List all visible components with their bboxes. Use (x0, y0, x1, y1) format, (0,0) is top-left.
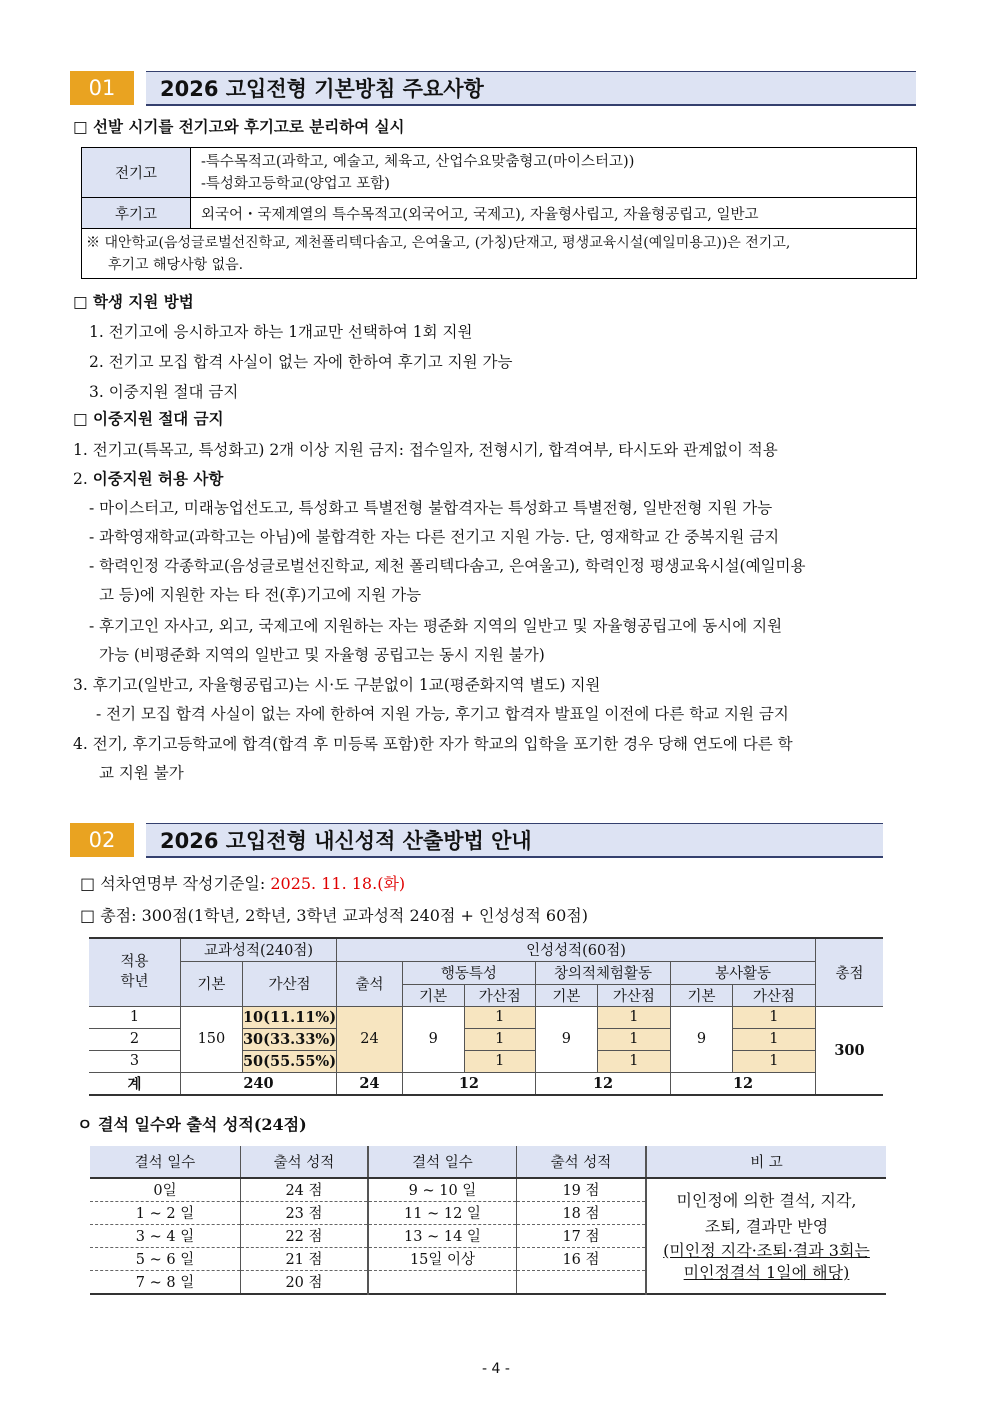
score-table (89, 937, 883, 1096)
ranking-date-value: 2025. 11. 18.(화) (270, 874, 406, 893)
creative-basic-header: 기본 (536, 984, 598, 1006)
section-number-2: 02 (70, 823, 134, 857)
ban-item: 3. 후기고(일반고, 자율형공립고)는 시·도 구분없이 1교(평준화지역 별도) 지원 (73, 676, 601, 694)
subject-bonus-cell: 30(33.33%) (242, 1028, 336, 1050)
absence-days-cell: 9 ~ 10 일 (368, 1178, 517, 1201)
volunteer-bonus-cell: 1 (732, 1028, 815, 1050)
behavior-bonus-cell: 1 (464, 1028, 535, 1050)
sum-creative: 12 (536, 1072, 671, 1095)
sum-subject: 240 (180, 1072, 336, 1095)
behavior-header: 행동특성 (402, 961, 535, 984)
attendance-score-cell: 20 점 (241, 1270, 369, 1294)
absence-days-cell (368, 1270, 517, 1294)
sum-label: 계 (89, 1072, 180, 1095)
behavior-basic-header: 기본 (402, 984, 464, 1006)
behavior-bonus-cell: 1 (464, 1006, 535, 1028)
total-score-line: □ 총점: 300점(1학년, 2학년, 3학년 교과성적 240점 + 인성성적 60점) (80, 906, 588, 925)
absence-days-cell: 7 ~ 8 일 (90, 1270, 241, 1294)
attendance-score-cell: 17 점 (517, 1224, 647, 1247)
remarks-cell (646, 1178, 886, 1294)
section-title-1: 2026 고입전형 기본방침 주요사항 (146, 71, 916, 106)
subject-basic-header: 기본 (180, 961, 242, 1006)
section-number-1: 01 (70, 71, 134, 105)
subject-basic-cell: 150 (180, 1006, 242, 1072)
remarks-header: 비 고 (646, 1146, 886, 1178)
subject-bonus-cell: 50(55.55%) (242, 1050, 336, 1072)
creative-activity-header: 창의적체험활동 (536, 961, 671, 984)
total-header: 총점 (815, 938, 883, 1006)
allow-item: - 과학영재학교(과학고는 아님)에 불합격한 자는 다른 전기고 지원 가능. 단, 영재학교 간 중복지원 금지 (89, 528, 780, 546)
attendance-score-cell: 19 점 (517, 1178, 647, 1201)
grade-header: 적용 (120, 954, 149, 971)
heading-double-application-ban: □ 이중지원 절대 금지 (73, 410, 224, 428)
remarks-line: 미인정에 의한 결석, 지각, (676, 1191, 857, 1210)
heading-support-method: □ 학생 지원 방법 (73, 293, 194, 311)
subject-score-header: 교과성적(240점) (180, 938, 336, 961)
remarks-line: 조퇴, 결과만 반영 (704, 1217, 829, 1236)
attendance-score-header: 출석 성적 (241, 1146, 369, 1178)
attendance-score-cell: 23 점 (241, 1201, 369, 1224)
sum-volunteer: 12 (671, 1072, 816, 1095)
creative-bonus-cell: 1 (597, 1006, 670, 1028)
ban-sub-item: - 전기 모집 합격 사실이 없는 자에 한하여 지원 가능, 후기고 합격자 발표일 이전에 다른 학교 지원 금지 (96, 705, 789, 723)
late-school-line: 외국어・국제계열의 특수목적고(외국어고, 국제고), 자율형사립고, 자율형공립고, 일반고 (191, 198, 917, 229)
section-title-2: 2026 고입전형 내신성적 산출방법 안내 (146, 823, 883, 858)
ban-item: 1. 전기고(특목고, 특성화고) 2개 이상 지원 금지: 접수일자, 전형시기, 합격여부, 타시도와 관계없이 적용 (73, 441, 778, 459)
attendance-header: 출석 (337, 961, 403, 1006)
sum-attendance: 24 (337, 1072, 403, 1095)
remarks-line: 미인정결석 1일에 해당) (683, 1263, 850, 1282)
character-score-header: 인성성적(60점) (337, 938, 816, 961)
grade-cell: 1 (89, 1006, 180, 1028)
absence-days-cell: 5 ~ 6 일 (90, 1247, 241, 1270)
attendance-score-header: 출석 성적 (517, 1146, 647, 1178)
table-note: ※ 대안학교(음성글로벌선진학교, 제천폴리텍다솜고, 은여울고, (가칭)단재고, 평생교육시설(예일미용고))은 전기고, (86, 234, 791, 251)
support-item: 1. 전기고에 응시하고자 하는 1개교만 선택하여 1회 지원 (89, 323, 473, 341)
remarks-line: (미인정 지각·조퇴·결과 3회는 (663, 1241, 870, 1260)
school-type-table (81, 147, 917, 279)
allow-item: - 마이스터고, 미래농업선도고, 특성화고 특별전형 불합격자는 특성화고 특별전형, 일반전형 지원 가능 (89, 499, 773, 517)
absence-days-cell: 11 ~ 12 일 (368, 1201, 517, 1224)
ban-item-title: 이중지원 허용 사항 (92, 470, 224, 488)
absence-days-cell: 3 ~ 4 일 (90, 1224, 241, 1247)
subject-bonus-header: 가산점 (242, 961, 336, 1006)
creative-basic-cell: 9 (536, 1006, 598, 1072)
absence-heading: ㅇ 결석 일수와 출석 성적(24점) (77, 1115, 307, 1134)
support-item: 3. 이중지원 절대 금지 (89, 383, 239, 401)
attendance-cell: 24 (337, 1006, 403, 1072)
absence-days-header: 결석 일수 (368, 1146, 517, 1178)
grade-cell: 3 (89, 1050, 180, 1072)
allow-item: - 학력인정 각종학교(음성글로벌선진학교, 제천 폴리텍다솜고, 은여울고), 학력인정 평생교육시설(예일미용 (89, 557, 806, 575)
allow-item-cont: 고 등)에 지원한 자는 타 전(후)기고에 지원 가능 (99, 586, 422, 604)
attendance-score-cell: 16 점 (517, 1247, 647, 1270)
absence-table (90, 1146, 886, 1295)
volunteer-bonus-header: 가산점 (732, 984, 815, 1006)
volunteer-header: 봉사활동 (671, 961, 816, 984)
volunteer-bonus-cell: 1 (732, 1050, 815, 1072)
attendance-score-cell: 21 점 (241, 1247, 369, 1270)
volunteer-bonus-cell: 1 (732, 1006, 815, 1028)
creative-bonus-header: 가산점 (597, 984, 670, 1006)
behavior-bonus-cell: 1 (464, 1050, 535, 1072)
volunteer-basic-cell: 9 (671, 1006, 733, 1072)
volunteer-basic-header: 기본 (671, 984, 733, 1006)
behavior-bonus-header: 가산점 (464, 984, 535, 1006)
attendance-score-cell: 22 점 (241, 1224, 369, 1247)
ban-item: 4. 전기, 후기고등학교에 합격(합격 후 미등록 포함)한 자가 학교의 입학을 포기한 경우 당해 연도에 다른 학 (73, 735, 793, 753)
ban-item (73, 467, 223, 489)
page-number: - 4 - (482, 1361, 510, 1377)
early-school-label: 전기고 (82, 148, 191, 198)
absence-days-cell: 13 ~ 14 일 (368, 1224, 517, 1247)
creative-bonus-cell: 1 (597, 1050, 670, 1072)
ranking-date-line (80, 871, 405, 894)
subject-bonus-cell: 10(11.11%) (242, 1006, 336, 1028)
attendance-score-cell: 24 점 (241, 1178, 369, 1201)
support-item: 2. 전기고 모집 합격 사실이 없는 자에 한하여 후기고 지원 가능 (89, 353, 513, 371)
ban-item-cont: 교 지원 불가 (99, 764, 184, 782)
creative-bonus-cell: 1 (597, 1028, 670, 1050)
allow-item: - 후기고인 자사고, 외고, 국제고에 지원하는 자는 평준화 지역의 일반고 및 자율형공립고에 동시에 지원 (89, 617, 783, 635)
early-school-line: -특성화고등학교(양업고 포함) (201, 175, 390, 192)
table-note: 후기고 해당사항 없음. (108, 256, 244, 273)
absence-days-cell: 15일 이상 (368, 1247, 517, 1270)
grade-cell: 2 (89, 1028, 180, 1050)
ranking-date-label: □ 석차연명부 작성기준일: (80, 874, 271, 893)
grade-header: 학년 (120, 974, 149, 991)
early-school-line: -특수목적고(과학고, 예술고, 체육고, 산업수요맞춤형고(마이스터고)) (201, 153, 635, 170)
absence-days-cell: 0일 (90, 1178, 241, 1201)
ban-item-number: 2. (73, 470, 93, 488)
total-cell: 300 (815, 1006, 883, 1095)
sum-behavior: 12 (402, 1072, 535, 1095)
behavior-basic-cell: 9 (402, 1006, 464, 1072)
absence-days-cell: 1 ~ 2 일 (90, 1201, 241, 1224)
late-school-label: 후기고 (82, 198, 191, 229)
allow-item-cont: 가능 (비평준화 지역의 일반고 및 자율형 공립고는 동시 지원 불가) (99, 646, 545, 664)
absence-days-header: 결석 일수 (90, 1146, 241, 1178)
attendance-score-cell (517, 1270, 647, 1294)
attendance-score-cell: 18 점 (517, 1201, 647, 1224)
heading-selection-timing: □ 선발 시기를 전기고와 후기고로 분리하여 실시 (73, 118, 405, 136)
